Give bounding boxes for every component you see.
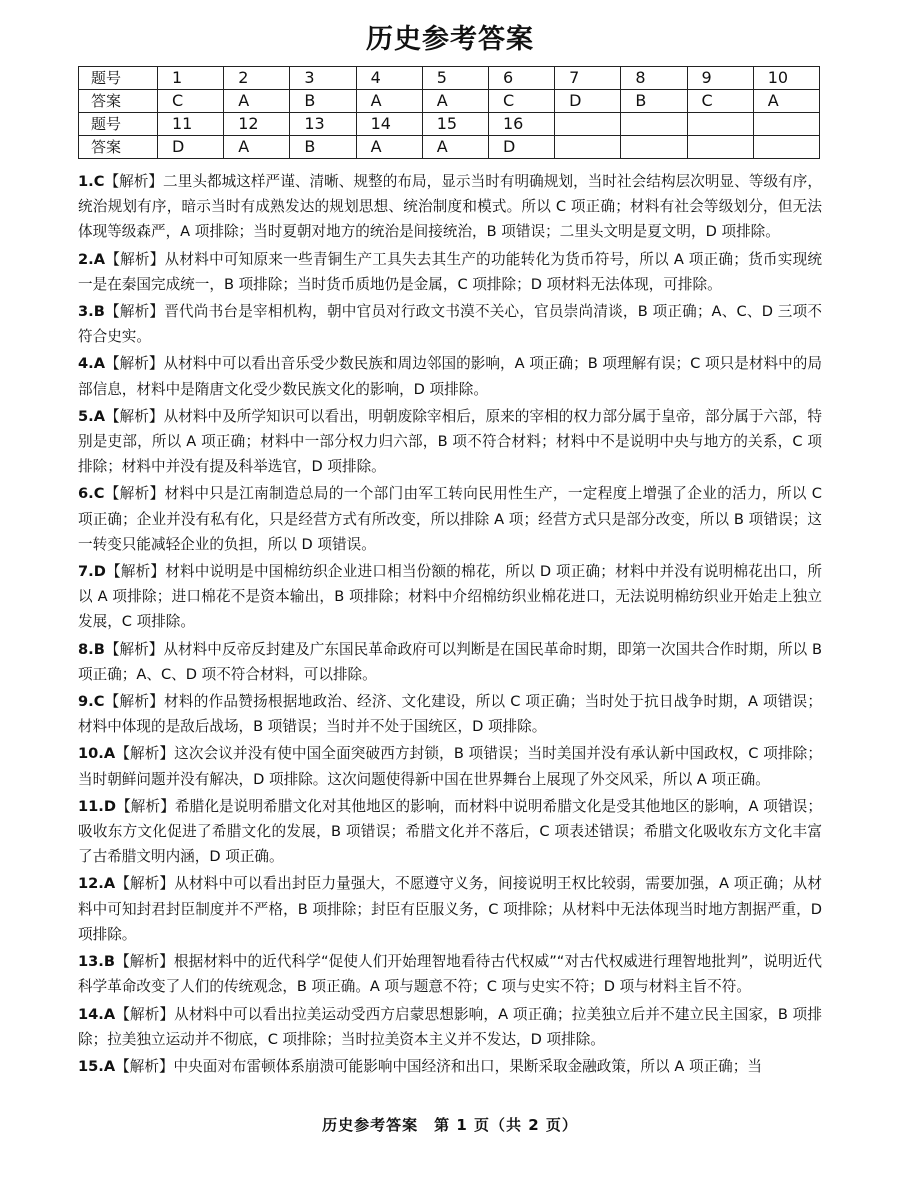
table-cell: A [422,136,488,159]
table-row [79,136,820,159]
answer-letter: C [93,693,105,711]
table-cell: C [158,90,224,113]
explanation-item [78,169,822,245]
explanation-text: 【解析】从材料中反帝反封建及广东国民革命政府可以判断是在国民革命时期，即第一次国共合作时期，所以 B 项正确；A、C、D 项不符合材料，可以排除。 [78,640,822,683]
explanation-item [78,949,822,999]
explanation-text: 【解析】材料中说明是中国棉纺织企业进口相当份额的棉花，所以 D 项正确；材料中并没有说明棉花出口，所以 A 项排除；进口棉花不是资本输出，B 项排除；材料中介绍棉纺织业棉花进口，无法说明棉纺织业开始走上独立发展，C 项排除。 [78,563,822,631]
answer-letter: A [103,1057,116,1075]
table-cell: 15 [422,113,488,136]
question-number: 8. [78,640,94,658]
question-number: 5. [78,407,94,425]
explanation-item [78,637,822,687]
question-number: 9. [78,693,94,711]
question-number: 13. [78,953,104,971]
table-cell: D [555,90,621,113]
table-cell: C [687,90,753,113]
table-cell [621,113,687,136]
question-number: 15. [78,1057,104,1075]
table-cell: B [290,136,356,159]
answer-letter: C [93,485,105,503]
table-cell: A [753,90,819,113]
table-cell: 5 [422,67,488,90]
table-cell: A [356,90,422,113]
table-cell: 2 [224,67,290,90]
table-cell: A [422,90,488,113]
answer-letter: A [103,875,116,893]
question-number: 7. [78,563,94,581]
table-cell: 6 [488,67,554,90]
explanation-item [78,404,822,480]
table-cell: 4 [356,67,422,90]
table-cell [555,136,621,159]
answer-letter: D [103,797,116,815]
row-header-cell: 题号 [79,113,158,136]
table-cell: 8 [621,67,687,90]
table-row [79,90,820,113]
question-number: 11. [78,797,104,815]
table-cell: 14 [356,113,422,136]
answer-letter: A [103,745,116,763]
table-cell [687,113,753,136]
explanation-text: 【解析】这次会议并没有使中国全面突破西方封锁，B 项错误；当时美国并没有承认新中国政权，C 项排除；当时朝鲜问题并没有解决，D 项排除。这次问题使得新中国在世界舞台上展现了外交风采，所以 A 项正确。 [78,745,822,788]
explanations-list [78,169,822,1079]
page-footer: 历史参考答案 第 1 页（共 2 页） [322,1116,578,1134]
explanation-text: 【解析】二里头都城这样严谨、清晰、规整的布局，显示当时有明确规划，当时社会结构层次明显、等级有序，统治规划有序，暗示当时有成熟发达的规划思想、统治制度和模式。所以 C 项正确；材料有社会等级划分，但无法体现等级森严，A 项排除；当时夏朝对地方的统治是间接统治，B 项错误；二里头文明是夏文明，D 项排除。 [78,173,822,241]
table-cell [687,136,753,159]
answer-letter: B [93,303,105,321]
table-cell [753,113,819,136]
table-cell: 13 [290,113,356,136]
page-title: 历史参考答案 [366,24,534,55]
explanation-text: 【解析】从材料中及所学知识可以看出，明朝废除宰相后，原来的宰相的权力部分属于皇帝，部分属于六部，特别是吏部，所以 A 项正确；材料中一部分权力归六部，B 项不符合材料；材料中不是说明中央与地方的关系，C 项排除；材料中并没有提及科举选官，D 项排除。 [78,407,822,476]
question-number: 10. [78,745,104,763]
question-number: 12. [78,875,104,893]
table-cell: D [158,136,224,159]
explanation-text: 【解析】从材料中可以看出封臣力量强大，不愿遵守义务，间接说明王权比较弱，需要加强，A 项正确；从材料中可知封君封臣制度并不严格，B 项排除；封臣有臣服义务，C 项排除；从材料中无法体现当时地方割据严重，D 项排除。 [78,875,822,943]
explanation-text: 【解析】从材料中可以看出拉美运动受西方启蒙思想影响，A 项正确；拉美独立后并不建立民主国家，B 项排除；拉美独立运动并不彻底，C 项排除；当时拉美资本主义并不发达，D 项排除。 [78,1005,822,1048]
explanation-item [78,871,822,947]
explanation-item [78,689,822,739]
explanation-text: 【解析】从材料中可知原来一些青铜生产工具失去其生产的功能转化为货币符号，所以 A 项正确；货币实现统一是在秦国完成统一，B 项排除；当时货币质地仍是金属，C 项排除；D 项材料无法体现，可排除。 [78,250,822,293]
question-number: 2. [78,250,94,268]
table-cell: 16 [488,113,554,136]
table-cell [555,113,621,136]
table-cell: 3 [290,67,356,90]
table-cell [753,136,819,159]
explanation-text: 【解析】从材料中可以看出音乐受少数民族和周边邻国的影响，A 项正确；B 项理解有误；C 项只是材料中的局部信息，材料中是隋唐文化受少数民族文化的影响，D 项排除。 [78,355,822,398]
answer-letter: C [93,173,105,190]
table-cell [621,136,687,159]
table-cell: 1 [158,67,224,90]
explanation-item [78,1002,822,1052]
table-cell: D [488,136,554,159]
question-number: 4. [78,355,94,373]
explanation-item [78,1054,822,1079]
answer-letter: A [93,407,105,425]
table-cell: A [224,136,290,159]
answer-letter: D [93,563,106,581]
row-header-cell: 题号 [79,67,158,90]
answer-table-body [79,67,820,159]
explanation-item [78,351,822,401]
table-cell: C [488,90,554,113]
explanation-text: 【解析】材料中只是江南制造总局的一个部门由军工转向民用性生产，一定程度上增强了企业的活力，所以 C 项正确；企业并没有私有化，只是经营方式有所改变，所以排除 A 项；经营方式只是部分改变，所以 B 项错误；这一转变只能减轻企业的负担，所以 D 项错误。 [78,485,822,553]
explanation-text: 【解析】晋代尚书台是宰相机构，朝中官员对行政文书漠不关心，官员崇尚清谈，B 项正确；A、C、D 三项不符合史实。 [78,303,822,346]
explanation-text: 【解析】中央面对布雷顿体系崩溃可能影响中国经济和出口，果断采取金融政策，所以 A 项正确；当 [115,1057,762,1075]
explanation-item [78,794,822,870]
question-number: 14. [78,1005,104,1023]
table-cell: 7 [555,67,621,90]
table-cell: 11 [158,113,224,136]
table-row [79,113,820,136]
question-number: 3. [78,303,94,321]
explanation-item [78,559,822,635]
question-number: 1. [78,173,94,190]
explanation-item [78,741,822,791]
explanation-item [78,299,822,349]
explanation-text: 【解析】根据材料中的近代科学“促使人们开始理智地看待古代权威”“对古代权威进行理智地批判”，说明近代科学革命改变了人们的传统观念，B 项正确。A 项与题意不符；C 项与史实不符；D 项与材料主旨不符。 [78,953,822,996]
table-cell: B [290,90,356,113]
answer-letter: A [93,355,105,373]
answer-letter: B [93,640,105,658]
row-header-cell: 答案 [79,90,158,113]
explanation-text: 【解析】希腊化是说明希腊文化对其他地区的影响，而材料中说明希腊文化是受其他地区的影响，A 项错误；吸收东方文化促进了希腊文化的发展，B 项错误；希腊文化并不落后，C 项表述错误；希腊文化吸收东方文化丰富了古希腊文明内涵，D 项正确。 [78,797,822,866]
table-cell: A [356,136,422,159]
table-cell: B [621,90,687,113]
explanation-text: 【解析】材料的作品赞扬根据地政治、经济、文化建设，所以 C 项正确；当时处于抗日战争时期，A 项错误；材料中体现的是敌后战场，B 项错误；当时并不处于国统区，D 项排除。 [78,693,822,736]
row-header-cell: 答案 [79,136,158,159]
table-cell: 10 [753,67,819,90]
table-cell: A [224,90,290,113]
answer-letter: A [103,1005,116,1023]
explanation-item [78,247,822,297]
table-row [79,67,820,90]
table-cell: 9 [687,67,753,90]
explanation-item [78,481,822,557]
answer-letter: A [93,250,105,268]
question-number: 6. [78,485,94,503]
table-cell: 12 [224,113,290,136]
answer-table [78,66,820,159]
answer-letter: B [103,953,115,971]
